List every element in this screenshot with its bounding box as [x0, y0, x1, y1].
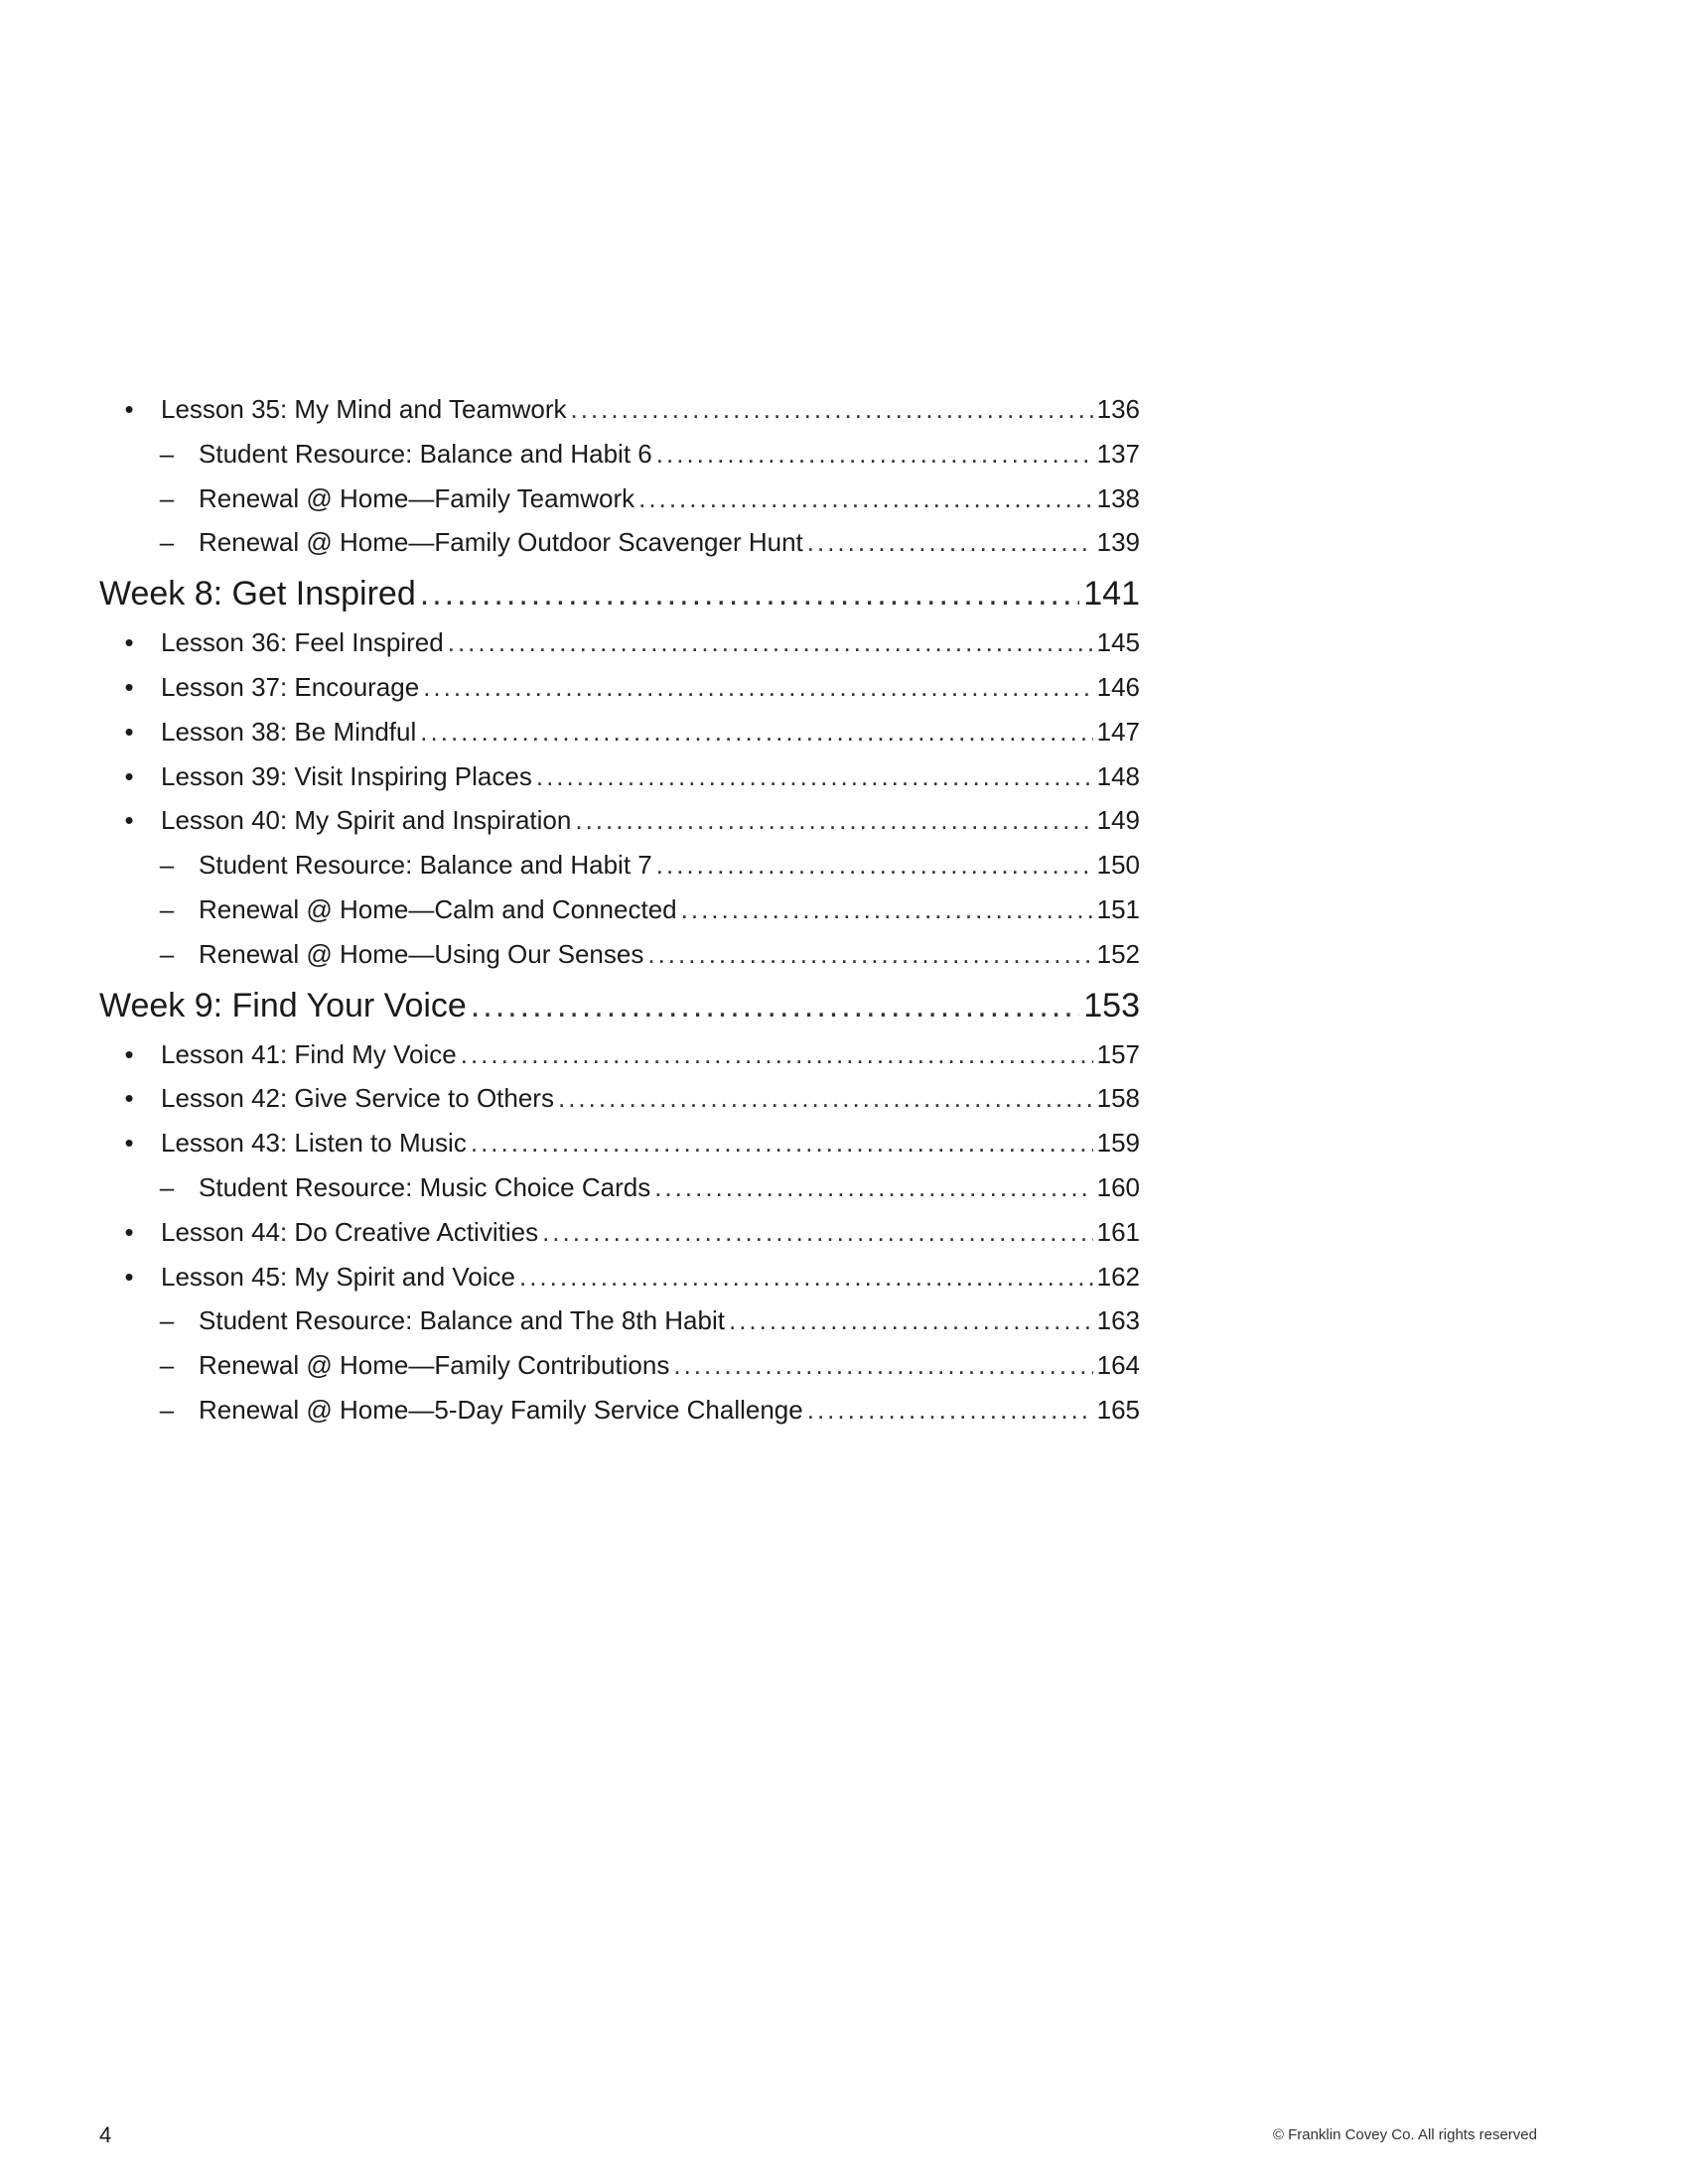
toc-entry-lesson: [99, 710, 1140, 754]
dash-marker: –: [159, 1305, 175, 1336]
toc-entry-lesson: [99, 1121, 1140, 1165]
toc-entry-lesson: [99, 754, 1140, 799]
toc-entry-page: 149: [1096, 805, 1140, 836]
toc-entry-title: Renewal @ Home—Family Contributions: [199, 1350, 670, 1381]
toc-entry-title: Lesson 38: Be Mindful: [161, 716, 417, 747]
toc-entry-title: Lesson 37: Encourage: [161, 671, 420, 702]
bullet-marker: •: [124, 805, 134, 836]
bullet-marker: •: [124, 671, 134, 702]
dot-leader: [448, 620, 1093, 665]
toc-entry-page: 136: [1096, 394, 1140, 424]
bullet-marker: •: [124, 716, 134, 747]
bullet-marker: •: [124, 1038, 134, 1069]
dot-leader: [638, 477, 1092, 521]
toc-entry-title: Lesson 40: My Spirit and Inspiration: [161, 805, 572, 836]
toc-entry-sub: [99, 1298, 1140, 1343]
toc-entry-title: Lesson 35: My Mind and Teamwork: [161, 394, 567, 424]
dot-leader: [571, 387, 1093, 432]
dot-leader: [471, 979, 1079, 1032]
toc-entry-lesson: [99, 1210, 1140, 1255]
bullet-marker: •: [124, 1261, 134, 1292]
toc-entry-lesson: [99, 1032, 1140, 1077]
toc-entry-page: 164: [1096, 1350, 1140, 1381]
toc-entry-title: Renewal @ Home—5-Day Family Service Challenge: [199, 1394, 803, 1425]
toc-entry-title: Week 8: Get Inspired: [99, 575, 416, 614]
dash-marker: –: [159, 527, 175, 558]
dash-marker: –: [159, 1394, 175, 1425]
dot-leader: [420, 567, 1080, 620]
toc-entry-title: Renewal @ Home—Family Teamwork: [199, 482, 635, 513]
toc-entry-page: 146: [1096, 671, 1140, 702]
dot-leader: [471, 1121, 1093, 1165]
dot-leader: [423, 665, 1092, 710]
toc-entry-week: [99, 979, 1140, 1032]
dot-leader: [558, 1076, 1093, 1121]
toc-entry-lesson: [99, 665, 1140, 710]
toc-entry-page: 139: [1096, 527, 1140, 558]
toc-entry-page: 138: [1096, 482, 1140, 513]
toc-entry-title: Student Resource: Music Choice Cards: [199, 1171, 651, 1202]
toc-entry-page: 165: [1096, 1394, 1140, 1425]
bullet-marker: •: [124, 394, 134, 424]
dash-marker: –: [159, 850, 175, 881]
toc-entry-sub: [99, 932, 1140, 977]
dot-leader: [656, 843, 1093, 887]
dash-marker: –: [159, 893, 175, 924]
toc-entry-sub: [99, 520, 1140, 565]
toc-entry-lesson: [99, 620, 1140, 665]
toc-entry-page: 150: [1096, 850, 1140, 881]
dot-leader: [807, 1388, 1093, 1433]
toc-entry-page: 162: [1096, 1261, 1140, 1292]
toc-entry-page: 160: [1096, 1171, 1140, 1202]
toc-entry-lesson: [99, 1255, 1140, 1299]
toc-entry-title: Lesson 36: Feel Inspired: [161, 627, 444, 658]
toc-entry-title: Lesson 45: My Spirit and Voice: [161, 1261, 515, 1292]
dot-leader: [656, 432, 1093, 477]
toc-entry-title: Lesson 43: Listen to Music: [161, 1128, 467, 1159]
toc-entry-title: Renewal @ Home—Calm and Connected: [199, 893, 677, 924]
toc-entry-sub: [99, 1165, 1140, 1210]
toc-entry-page: 157: [1096, 1038, 1140, 1069]
toc-entry-title: Lesson 42: Give Service to Others: [161, 1083, 554, 1114]
toc-entry-page: 141: [1083, 575, 1140, 614]
toc-entry-week: [99, 567, 1140, 620]
dot-leader: [536, 754, 1093, 799]
toc-entry-sub: [99, 477, 1140, 521]
page-number: 4: [99, 2122, 112, 2147]
dot-leader: [575, 798, 1092, 843]
toc-entry-sub: [99, 432, 1140, 477]
toc-entry-title: Student Resource: Balance and Habit 6: [199, 438, 652, 469]
toc-entry-page: 145: [1096, 627, 1140, 658]
toc-entry-title: Lesson 41: Find My Voice: [161, 1038, 457, 1069]
bullet-marker: •: [124, 760, 134, 791]
dot-leader: [420, 710, 1092, 754]
dash-marker: –: [159, 1350, 175, 1381]
toc-entry-sub: [99, 1388, 1140, 1433]
dot-leader: [461, 1032, 1093, 1077]
bullet-marker: •: [124, 627, 134, 658]
toc-entry-page: 161: [1096, 1216, 1140, 1247]
dash-marker: –: [159, 1171, 175, 1202]
table-of-contents: [99, 387, 1140, 1433]
toc-entry-lesson: [99, 387, 1140, 432]
bullet-marker: •: [124, 1216, 134, 1247]
toc-entry-lesson: [99, 798, 1140, 843]
dot-leader: [673, 1343, 1092, 1388]
toc-entry-page: 148: [1096, 760, 1140, 791]
dash-marker: –: [159, 482, 175, 513]
toc-entry-title: Student Resource: Balance and The 8th Habit: [199, 1305, 725, 1336]
dot-leader: [654, 1165, 1092, 1210]
toc-entry-lesson: [99, 1076, 1140, 1121]
toc-entry-title: Lesson 44: Do Creative Activities: [161, 1216, 539, 1247]
toc-entry-page: 137: [1096, 438, 1140, 469]
dot-leader: [807, 520, 1093, 565]
bullet-marker: •: [124, 1083, 134, 1114]
dot-leader: [542, 1210, 1093, 1255]
dot-leader: [681, 887, 1093, 932]
dot-leader: [729, 1298, 1093, 1343]
toc-entry-sub: [99, 843, 1140, 887]
dash-marker: –: [159, 938, 175, 969]
toc-entry-sub: [99, 887, 1140, 932]
toc-entry-page: 159: [1096, 1128, 1140, 1159]
toc-entry-page: 158: [1096, 1083, 1140, 1114]
toc-entry-title: Week 9: Find Your Voice: [99, 986, 467, 1024]
dash-marker: –: [159, 438, 175, 469]
dot-leader: [519, 1255, 1093, 1299]
dot-leader: [647, 932, 1092, 977]
copyright-notice: © Franklin Covey Co. All rights reserved: [1272, 2126, 1537, 2143]
toc-entry-page: 153: [1083, 986, 1140, 1024]
toc-entry-title: Lesson 39: Visit Inspiring Places: [161, 760, 532, 791]
toc-entry-title: Renewal @ Home—Family Outdoor Scavenger Hunt: [199, 527, 803, 558]
toc-entry-page: 163: [1096, 1305, 1140, 1336]
toc-entry-page: 151: [1096, 893, 1140, 924]
toc-entry-page: 147: [1096, 716, 1140, 747]
toc-entry-title: Student Resource: Balance and Habit 7: [199, 850, 652, 881]
toc-entry-title: Renewal @ Home—Using Our Senses: [199, 938, 644, 969]
toc-entry-sub: [99, 1343, 1140, 1388]
bullet-marker: •: [124, 1128, 134, 1159]
toc-entry-page: 152: [1096, 938, 1140, 969]
